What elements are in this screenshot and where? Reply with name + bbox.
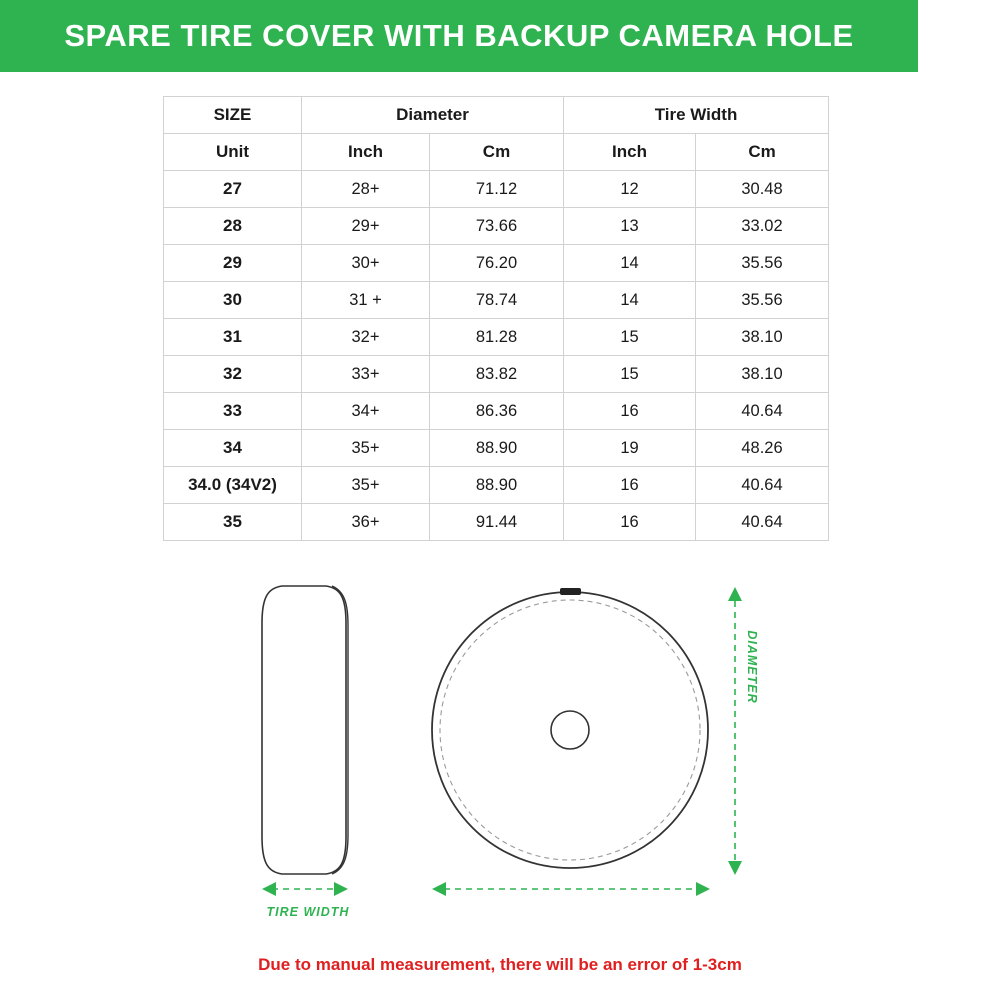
cell-diameter-inch: 35+ xyxy=(302,467,430,504)
cell-unit: 32 xyxy=(164,356,302,393)
diameter-horizontal-arrow xyxy=(432,882,710,896)
table-row xyxy=(164,319,829,356)
tire-width-label: TIRE WIDTH xyxy=(266,905,350,919)
table-row xyxy=(164,282,829,319)
header-tire-width: Tire Width xyxy=(564,97,829,134)
header-width-inch: Inch xyxy=(564,134,696,171)
table-row xyxy=(164,467,829,504)
cell-diameter-cm: 76.20 xyxy=(430,245,564,282)
table-sub-header-row xyxy=(164,134,829,171)
cell-width-cm: 35.56 xyxy=(696,245,829,282)
cell-diameter-cm: 83.82 xyxy=(430,356,564,393)
cell-width-cm: 40.64 xyxy=(696,467,829,504)
cell-unit: 30 xyxy=(164,282,302,319)
camera-hole-marker xyxy=(560,588,581,595)
cell-diameter-cm: 88.90 xyxy=(430,467,564,504)
cell-unit: 28 xyxy=(164,208,302,245)
cell-diameter-cm: 81.28 xyxy=(430,319,564,356)
cell-diameter-cm: 78.74 xyxy=(430,282,564,319)
cell-diameter-inch: 31 + xyxy=(302,282,430,319)
table-row xyxy=(164,430,829,467)
diameter-label: DIAMETER xyxy=(745,630,759,704)
header-diameter-inch: Inch xyxy=(302,134,430,171)
cell-width-cm: 35.56 xyxy=(696,282,829,319)
diameter-vertical-arrow xyxy=(728,587,742,875)
cell-diameter-cm: 71.12 xyxy=(430,171,564,208)
cell-width-cm: 38.10 xyxy=(696,356,829,393)
table-row xyxy=(164,245,829,282)
cell-diameter-inch: 29+ xyxy=(302,208,430,245)
cell-diameter-cm: 88.90 xyxy=(430,430,564,467)
cell-diameter-cm: 91.44 xyxy=(430,504,564,541)
cell-diameter-inch: 32+ xyxy=(302,319,430,356)
cell-unit: 27 xyxy=(164,171,302,208)
header-size: SIZE xyxy=(164,97,302,134)
cell-width-inch: 16 xyxy=(564,504,696,541)
cell-width-inch: 15 xyxy=(564,356,696,393)
side-view-shape xyxy=(262,586,348,874)
cell-width-cm: 33.02 xyxy=(696,208,829,245)
cell-width-cm: 30.48 xyxy=(696,171,829,208)
cell-unit: 35 xyxy=(164,504,302,541)
page-title: SPARE TIRE COVER WITH BACKUP CAMERA HOLE xyxy=(64,18,854,53)
front-view-shape xyxy=(432,588,708,868)
cell-width-inch: 19 xyxy=(564,430,696,467)
cell-diameter-inch: 33+ xyxy=(302,356,430,393)
cell-width-inch: 16 xyxy=(564,393,696,430)
cell-unit: 31 xyxy=(164,319,302,356)
cell-width-inch: 15 xyxy=(564,319,696,356)
cell-width-inch: 13 xyxy=(564,208,696,245)
size-chart-table xyxy=(163,96,828,541)
cell-diameter-inch: 28+ xyxy=(302,171,430,208)
cell-diameter-cm: 86.36 xyxy=(430,393,564,430)
table-row xyxy=(164,356,829,393)
cell-unit: 33 xyxy=(164,393,302,430)
cell-width-inch: 12 xyxy=(564,171,696,208)
cell-width-cm: 40.64 xyxy=(696,393,829,430)
cell-diameter-inch: 34+ xyxy=(302,393,430,430)
table-row xyxy=(164,208,829,245)
tire-width-dimension-arrow xyxy=(262,882,348,896)
table-row xyxy=(164,171,829,208)
cell-diameter-cm: 73.66 xyxy=(430,208,564,245)
header-width-cm: Cm xyxy=(696,134,829,171)
cell-width-inch: 14 xyxy=(564,245,696,282)
table-group-header-row xyxy=(164,97,829,134)
table-row xyxy=(164,504,829,541)
cell-unit: 29 xyxy=(164,245,302,282)
measurement-disclaimer: Due to manual measurement, there will be an error of 1-3cm xyxy=(258,955,742,974)
cell-unit: 34 xyxy=(164,430,302,467)
header-unit: Unit xyxy=(164,134,302,171)
cell-width-cm: 38.10 xyxy=(696,319,829,356)
cell-width-inch: 14 xyxy=(564,282,696,319)
cell-diameter-inch: 36+ xyxy=(302,504,430,541)
cell-width-inch: 16 xyxy=(564,467,696,504)
cell-diameter-inch: 30+ xyxy=(302,245,430,282)
product-dimension-diagram xyxy=(0,555,1000,945)
cell-diameter-inch: 35+ xyxy=(302,430,430,467)
header-diameter-cm: Cm xyxy=(430,134,564,171)
cell-unit: 34.0 (34V2) xyxy=(164,467,302,504)
header-diameter: Diameter xyxy=(302,97,564,134)
table-row xyxy=(164,393,829,430)
cell-width-cm: 40.64 xyxy=(696,504,829,541)
cell-width-cm: 48.26 xyxy=(696,430,829,467)
